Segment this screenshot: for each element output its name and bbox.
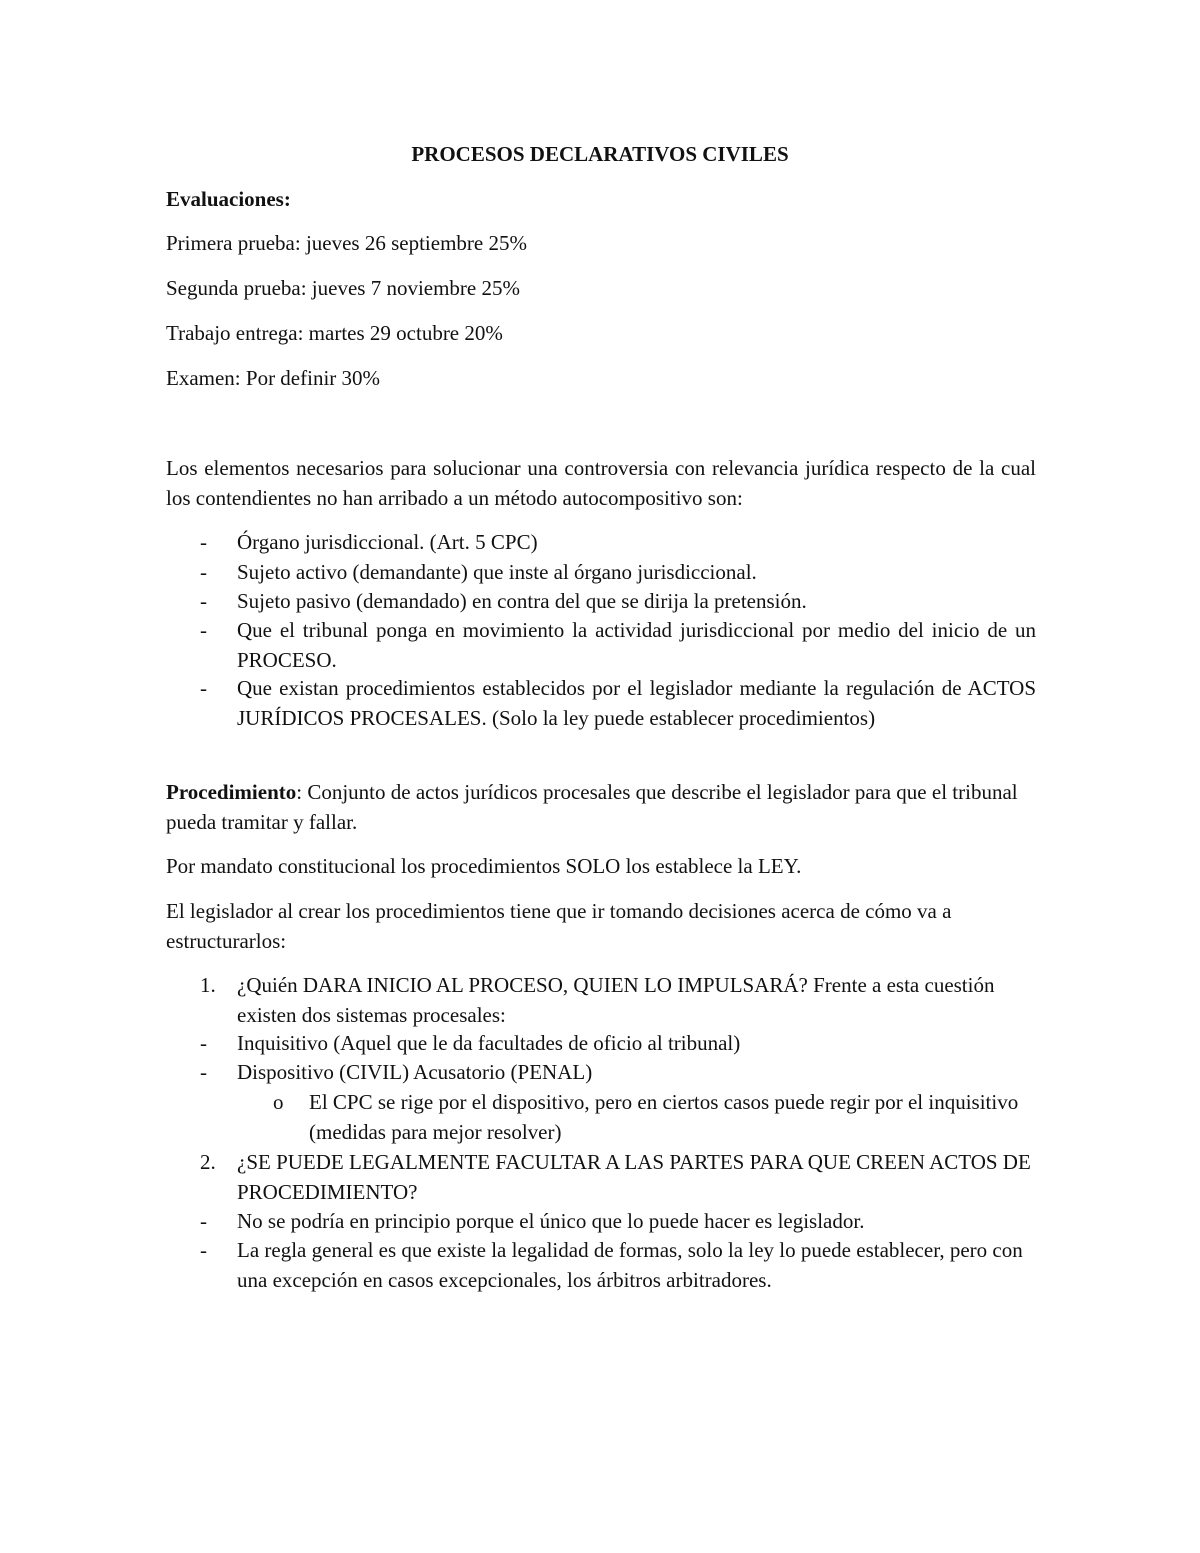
sistema-subitem (166, 1088, 1036, 1147)
elemento-item (166, 558, 1036, 588)
procedimiento-term: Procedimiento (166, 780, 297, 804)
evaluacion-item: Primera prueba: jueves 26 septiembre 25% (166, 231, 527, 255)
dash-bullet: - (200, 1238, 207, 1262)
evaluacion-item: Segunda prueba: jueves 7 noviembre 25% (166, 276, 520, 300)
dash-bullet: - (200, 560, 207, 584)
mandato-paragraph: Por mandato constitucional los procedimientos SOLO los establece la LEY. (166, 854, 802, 878)
procedimiento-text: : Conjunto de actos jurídicos procesales que describe el legislador para que el tribunal pueda tramitar y fallar. (166, 780, 1018, 834)
elemento-text: Órgano jurisdiccional. (Art. 5 CPC) (237, 530, 538, 554)
list-number: 2. (200, 1150, 216, 1174)
evaluacion-item: Trabajo entrega: martes 29 octubre 20% (166, 321, 503, 345)
elemento-item (166, 587, 1036, 617)
decision-question (166, 971, 1036, 1030)
evaluacion-item: Examen: Por definir 30% (166, 366, 381, 390)
procedimiento-definition (166, 778, 1036, 837)
elemento-item (166, 674, 1036, 733)
elemento-text: Sujeto pasivo (demandado) en contra del que se dirija la pretensión. (237, 589, 807, 613)
dash-bullet: - (200, 530, 207, 554)
sistema-text: Inquisitivo (Aquel que le da facultades de oficio al tribunal) (237, 1031, 741, 1055)
dash-bullet: - (200, 589, 207, 613)
evaluaciones-heading: Evaluaciones: (166, 187, 291, 211)
respuesta-text: No se podría en principio porque el único que lo puede hacer es legislador. (237, 1209, 865, 1233)
elemento-text: Que el tribunal ponga en movimiento la actividad jurisdiccional por medio del inicio de un PROCESO. (237, 618, 1036, 672)
dash-bullet: - (200, 618, 207, 642)
elemento-item (166, 528, 1036, 558)
dash-bullet: - (200, 1031, 207, 1055)
document-title: PROCESOS DECLARATIVOS CIVILES (411, 142, 789, 166)
legislador-paragraph: El legislador al crear los procedimientos tiene que ir tomando decisiones acerca de cómo va a estructurarlos: (166, 899, 952, 953)
sistema-item (166, 1058, 1036, 1088)
sistema-subitem-text: El CPC se rige por el dispositivo, pero en ciertos casos puede regir por el inquisitivo (medidas para mejor resolver) (309, 1090, 1019, 1144)
decision-question-text: ¿Quién DARA INICIO AL PROCESO, QUIEN LO IMPULSARÁ? Frente a esta cuestión existen dos sistemas procesales: (237, 973, 995, 1027)
elemento-text: Que existan procedimientos establecidos por el legislador mediante la regulación de ACTOS JURÍDICOS PROCESALES. (Solo la ley puede establecer procedimientos) (237, 676, 1036, 730)
respuesta-text: La regla general es que existe la legalidad de formas, solo la ley lo puede establecer, pero con una excepción en casos excepcionales, los árbitros arbitradores. (237, 1238, 1023, 1292)
list-number: 1. (200, 973, 216, 997)
intro-paragraph: Los elementos necesarios para solucionar una controversia con relevancia jurídica respecto de la cual los contendientes no han arribado a un método autocompositivo son: (166, 456, 1036, 510)
respuesta-item (166, 1207, 1036, 1237)
dash-bullet: - (200, 676, 207, 700)
respuesta-item (166, 1236, 1036, 1295)
sistema-item (166, 1029, 1036, 1059)
elemento-item (166, 616, 1036, 675)
sistema-text: Dispositivo (CIVIL) Acusatorio (PENAL) (237, 1060, 593, 1084)
circle-bullet: o (273, 1090, 284, 1114)
decision-question (166, 1148, 1036, 1207)
dash-bullet: - (200, 1060, 207, 1084)
elemento-text: Sujeto activo (demandante) que inste al órgano jurisdiccional. (237, 560, 757, 584)
dash-bullet: - (200, 1209, 207, 1233)
decision-question-text: ¿SE PUEDE LEGALMENTE FACULTAR A LAS PARTES PARA QUE CREEN ACTOS DE PROCEDIMIENTO? (237, 1150, 1031, 1204)
